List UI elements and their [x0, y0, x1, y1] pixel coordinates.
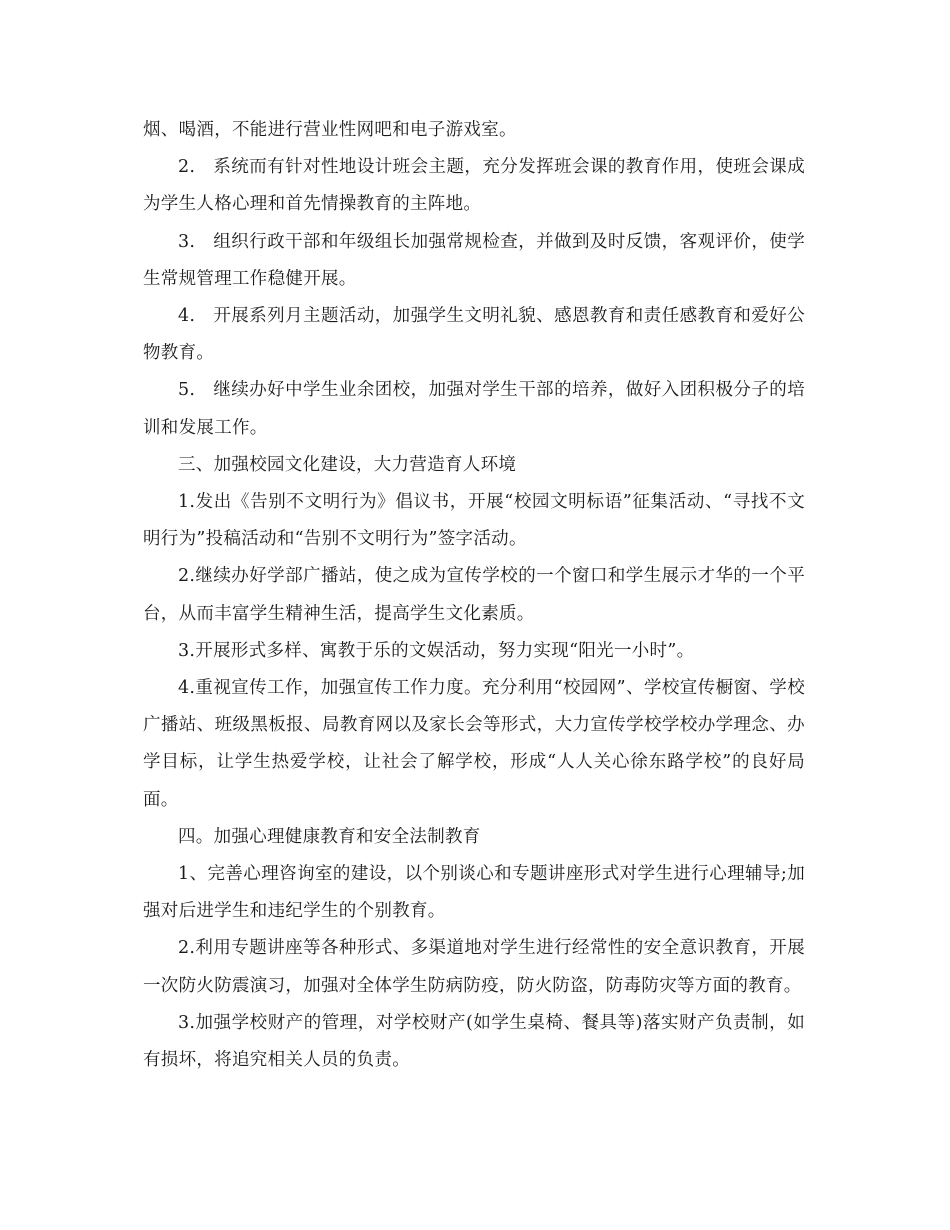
section-heading-3: 三、加强校园文化建设，大力营造育人环境 — [178, 454, 517, 475]
paragraph-item-2: 2. 系统而有针对性地设计班会主题，充分发挥班会课的教育作用，使班会课成为学生人格心理和首先情操教育的主阵地。 — [143, 157, 805, 215]
paragraph-section3-item-4: 4.重视宣传工作，加强宣传工作力度。充分利用“校园网”、学校宣传橱窗、学校广播站、班级黑板报、局教育网以及家长会等形式，大力宣传学校学校办学理念、办学目标，让学生热爱学校，让社会了解学校，形成“人人关心徐东路学校”的良好局面。 — [143, 678, 805, 810]
paragraph-continuation: 烟、喝酒，不能进行营业性网吧和电子游戏室。 — [143, 120, 517, 140]
section-heading-4: 四。加强心理健康教育和安全法制教育 — [178, 826, 481, 847]
paragraph-section3-item-3: 3.开展形式多样、寓教于乐的文娱活动，努力实现“阳光一小时”。 — [178, 640, 695, 661]
paragraph-section4-item-1: 1、完善心理咨询室的建设，以个别谈心和专题讲座形式对学生进行心理辅导;加强对后进学生和违纪学生的个别教育。 — [143, 864, 805, 922]
paragraph-item-4: 4. 开展系列月主题活动，加强学生文明礼貌、感恩教育和责任感教育和爱好公物教育。 — [143, 306, 805, 364]
paragraph-section3-item-2: 2.继续办好学部广播站，使之成为宣传学校的一个窗口和学生展示才华的一个平台，从而丰富学生精神生活，提高学生文化素质。 — [143, 566, 805, 624]
paragraph-item-5: 5. 继续办好中学生业余团校，加强对学生干部的培养，做好入团积极分子的培训和发展工作。 — [143, 380, 805, 438]
paragraph-section4-item-3: 3.加强学校财产的管理，对学校财产(如学生桌椅、餐具等)落实财产负责制，如有损坏，将追究相关人员的负责。 — [143, 1012, 805, 1071]
paragraph-section3-item-1: 1.发出《告别不文明行为》倡议书，开展“校园文明标语”征集活动、“寻找不文明行为”投稿活动和“告别不文明行为”签字活动。 — [143, 492, 805, 550]
paragraph-section4-item-2: 2.利用专题讲座等各种形式、多渠道地对学生进行经常性的安全意识教育，开展一次防火防震演习，加强对全体学生防病防疫，防火防盗，防毒防灾等方面的教育。 — [143, 938, 805, 996]
paragraph-item-3: 3. 组织行政干部和年级组长加强常规检查，并做到及时反馈，客观评价，使学生常规管理工作稳健开展。 — [143, 231, 805, 289]
document-body — [143, 112, 805, 1079]
